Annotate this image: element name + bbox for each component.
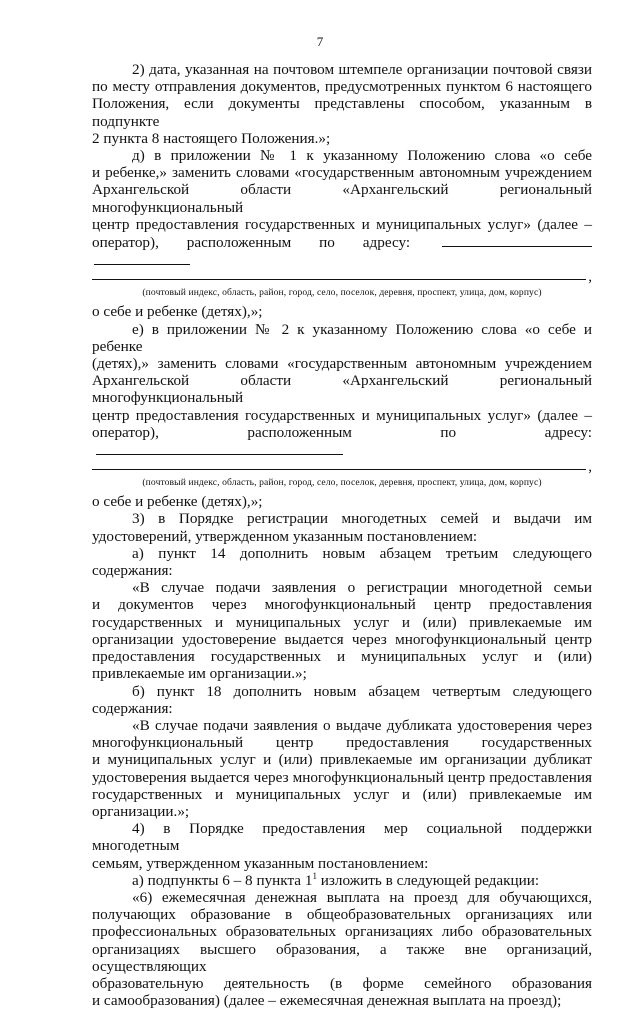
text-run: а) подпункты 6 – 8 пункта 1 — [132, 871, 313, 889]
underline — [92, 279, 586, 280]
address-line — [92, 233, 592, 269]
paragraph-point-18 — [92, 683, 592, 717]
text-line: и ребенке,» заменить словами «государственным автономным учреждением — [92, 164, 592, 182]
text-line: центр предоставления государственных и муниципальных услуг» (далее – — [92, 215, 592, 233]
address-blank — [94, 251, 190, 265]
text-line: о себе и ребенке (детях),»; — [92, 493, 263, 511]
text-line: и документов через многофункциональный центр предоставления — [92, 596, 592, 614]
paragraph-postmark-date — [92, 61, 592, 147]
text-line: и муниципальных услуг и (или) привлекаемые им организации дубликат — [92, 751, 592, 769]
text-line: д) в приложении № 1 к указанному Положению слова «о себе — [132, 147, 592, 165]
paragraph-registration-order — [92, 510, 592, 544]
text-line: и самообразования) (далее – ежемесячная денежная выплата на проезд); — [92, 992, 562, 1009]
paragraph-appendix-2 — [92, 321, 592, 460]
address-prefix: оператор), расположенным по адресу: — [92, 234, 411, 252]
text-line: государственных и муниципальных услуг и (или) привлекаемые им — [92, 785, 592, 803]
text-line: государственных и муниципальных услуг и (или) привлекаемые им — [92, 613, 592, 631]
text-line: 2 пункта 8 настоящего Положения.»; — [92, 129, 331, 147]
text-line: «В случае подачи заявления о регистрации многодетной семьи — [132, 579, 592, 597]
text-line: 3) в Порядке регистрации многодетных семей и выдачи им — [132, 510, 592, 528]
paragraph-quote-duplicate — [92, 717, 592, 820]
text-line: о себе и ребенке (детях),»; — [92, 303, 263, 321]
text-line: 4) в Порядке предоставления мер социальной поддержки многодетным — [92, 820, 592, 855]
text-line: (детях),» заменить словами «государственным автономным учреждением — [92, 355, 592, 373]
paragraph-support-order — [92, 820, 592, 872]
address-caption: (почтовый индекс, область, район, город, село, поселок, деревня, проспект, улица, дом, корпус) — [142, 287, 542, 299]
text-line: организациях высшего образования, а также вне организаций, осуществляющих — [92, 940, 592, 975]
paragraph-point-14 — [92, 545, 592, 579]
text-line: 2) дата, указанная на почтовом штемпеле организации почтовой связи — [132, 61, 592, 78]
text-line: центр предоставления государственных и муниципальных услуг» (далее – — [92, 406, 592, 424]
underline — [92, 469, 586, 470]
address-prefix: оператор), расположенным по адресу: — [92, 423, 592, 441]
address-blank — [96, 441, 343, 455]
text-line: е) в приложении № 2 к указанному Положению слова «о себе и ребенке — [92, 320, 592, 355]
text-line: профессиональных образовательных организациях либо образовательных — [92, 923, 592, 941]
text-line: привлекаемые им организации.»; — [92, 665, 307, 683]
superscript: 1 — [312, 870, 317, 881]
text-run: изложить в следующей редакции: — [316, 871, 540, 889]
paragraph-appendix-1 — [92, 147, 592, 269]
page-number: 7 — [316, 34, 324, 49]
paragraph-quote-payment — [92, 889, 592, 1009]
text-line: Положения, если документы представлены способом, указанным в подпункте — [92, 95, 592, 130]
text-line: организации.»; — [92, 802, 190, 820]
text-line: предоставления государственных и муниципальных услуг и (или) — [92, 648, 592, 666]
rule-comma: , — [588, 458, 592, 476]
address-rule — [92, 269, 592, 287]
text-line: «6) ежемесячная денежная выплата на проезд для обучающихся, — [132, 888, 592, 906]
text-line: «В случае подачи заявления о выдаче дубликата удостоверения через — [132, 716, 592, 734]
rule-comma: , — [588, 268, 592, 286]
text-line: по месту отправления документов, предусмотренных пунктом 6 настоящего — [92, 78, 592, 96]
address-line — [92, 424, 592, 459]
text-line: образовательную деятельность (в форме семейного образования — [92, 974, 592, 992]
text-line: многофункциональный центр предоставления государственных — [92, 734, 592, 752]
text-line: организации удостоверение выдается через многофункциональный центр — [92, 630, 592, 648]
text-line: получающих образование в общеобразовательных организациях или — [92, 906, 592, 924]
text-line: удостоверений, утвержденном указанным постановлением: — [92, 527, 478, 545]
text-line: семьям, утвержденном указанным постановлением: — [92, 854, 429, 872]
document-body — [92, 61, 592, 1009]
address-caption: (почтовый индекс, область, район, город, село, поселок, деревня, проспект, улица, дом, корпус) — [142, 477, 542, 489]
paragraph-subpoints-6-8 — [92, 872, 592, 889]
address-rule — [92, 459, 592, 477]
text-line: Архангельской области «Архангельский региональный многофункциональный — [92, 372, 592, 407]
paragraph-quote-registration — [92, 579, 592, 682]
text-line: удостоверения выдается через многофункциональный центр предоставления — [92, 768, 592, 786]
text-line: а) пункт 14 дополнить новым абзацем третьим следующего содержания: — [92, 544, 592, 580]
text-line: Архангельской области «Архангельский региональный многофункциональный — [92, 181, 592, 216]
text-line: б) пункт 18 дополнить новым абзацем четвертым следующего содержания: — [92, 682, 592, 717]
address-blank — [442, 233, 592, 247]
